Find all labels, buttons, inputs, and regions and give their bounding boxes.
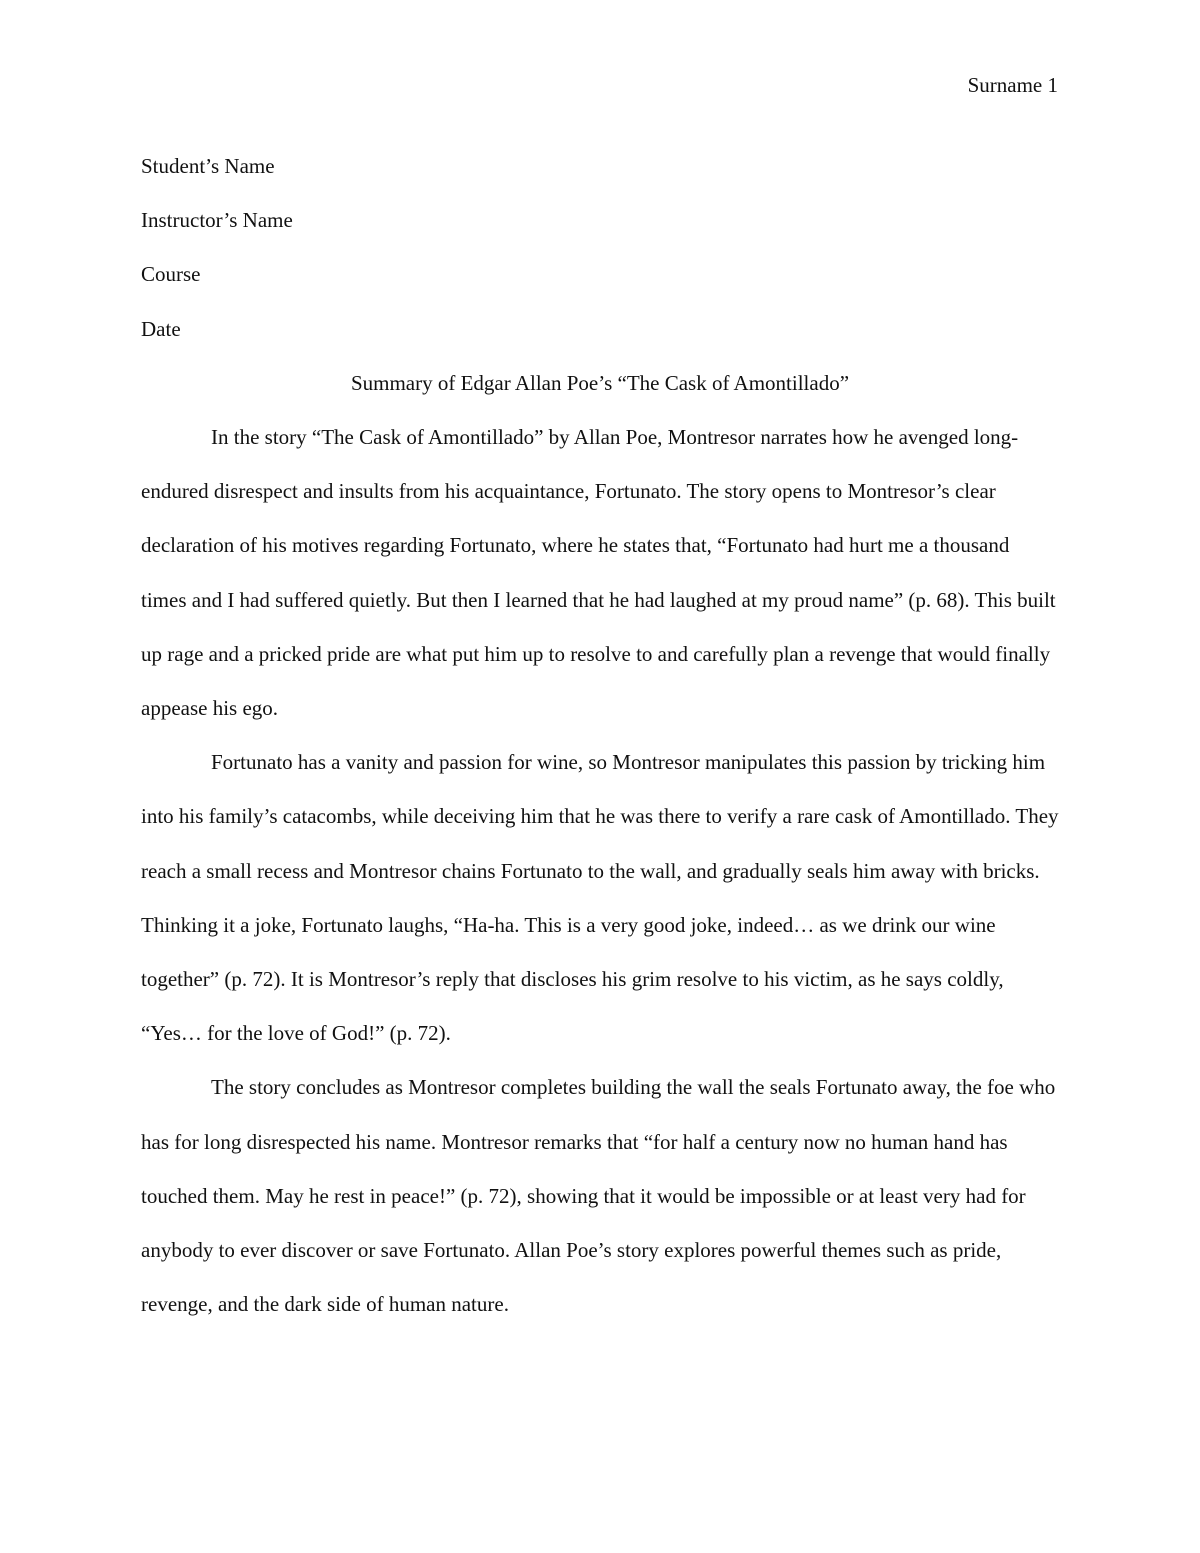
student-name: Student’s Name [141,154,275,178]
essay-body [141,139,1059,1331]
paragraph-3: The story concludes as Montresor completes building the wall the seals Fortunato away, the foe who has for long disrespected his name. Montresor remarks that “for half a century now no human hand has touched them. May he rest in peace!” (p. 72), showing that it would be impossible or at least very had for anybody to ever discover or save Fortunato. Allan Poe’s story explores powerful themes such as pride, revenge, and the dark side of human nature. [141,1075,1056,1317]
running-head: Surname 1 [967,73,1058,97]
paragraph-1: In the story “The Cask of Amontillado” by Allan Poe, Montresor narrates how he avenged long-endured disrespect and insults from his acquaintance, Fortunato. The story opens to Montresor’s clear declaration of his motives regarding Fortunato, where he states that, “Fortunato had hurt me a thousand times and I had suffered quietly. But then I learned that he had laughed at my proud name” (p. 68). This built up rage and a pricked pride are what put him up to resolve to and carefully plan a revenge that would finally appease his ego. [141,425,1056,721]
date: Date [141,316,181,341]
paragraph-2: Fortunato has a vanity and passion for wine, so Montresor manipulates this passion by tricking him into his family’s catacombs, while deceiving him that he was there to verify a rare cask of Amontillado. They reach a small recess and Montresor chains Fortunato to the wall, and gradually seals him away with bricks. Thinking it a joke, Fortunato laughs, “Ha-ha. This is a very good joke, indeed… as we drink our wine together” (p. 72). It is Montresor’s reply that discloses his grim resolve to his victim, as he says coldly, “Yes… for the love of God!” (p. 72). [141,750,1059,1046]
course-name: Course [141,262,201,287]
instructor-name: Instructor’s Name [141,208,293,233]
essay-title: Summary of Edgar Allan Poe’s “The Cask of Amontillado” [350,370,850,395]
